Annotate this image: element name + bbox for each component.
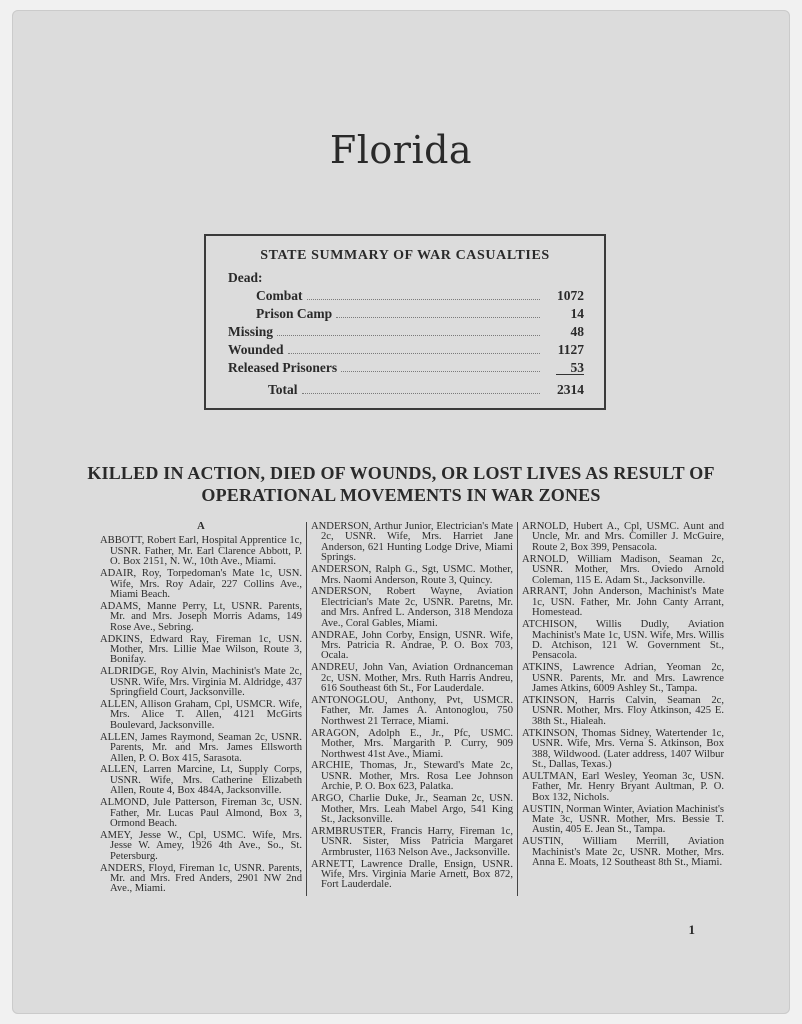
summary-value: 1127	[557, 342, 584, 357]
leader-dots	[307, 289, 541, 300]
casualty-entry: ARNETT, Lawrence Dralle, Ensign, USNR. Wife, Mrs. Virginia Marie Arnett, Box 872, Fort Lauderdale.	[311, 858, 513, 891]
casualty-entry: ADAMS, Manne Perry, Lt, USNR. Parents, Mr. and Mrs. Joseph Morris Adams, 149 Rose Ave., Sebring.	[100, 600, 302, 633]
summary-heading: STATE SUMMARY OF WAR CASUALTIES	[260, 248, 550, 263]
casualty-entry: ALLEN, James Raymond, Seaman 2c, USNR. Parents, Mr. and Mrs. James Ellsworth Allen, P. O. Box 415, Sarasota.	[100, 731, 302, 764]
summary-label: Missing	[228, 324, 274, 339]
casualty-entry: ATKINSON, Thomas Sidney, Watertender 1c, USNR. Wife, Mrs. Verna S. Atkinson, Box 388, Wildwood. (Later address, 1407 Wilbur St., Dallas, Texas.)	[522, 727, 724, 770]
casualty-entry: ANDREU, John Van, Aviation Ordnanceman 2c, USN. Mother, Mrs. Ruth Harris Andreu, 616 Southeast 6th St., For Lauderdale.	[311, 662, 513, 695]
casualty-entry: AULTMAN, Earl Wesley, Yeoman 3c, USN. Father, Mr. Henry Bryant Aultman, P. O. Box 132, Nichols.	[522, 770, 724, 803]
casualty-entry: ALDRIDGE, Roy Alvin, Machinist's Mate 2c, USNR. Wife, Mrs. Virginia M. Aldridge, 437 Springfield Court, Jacksonville.	[100, 666, 302, 699]
casualty-entry: ANDERSON, Robert Wayne, Aviation Electrician's Mate 2c, USNR. Paretns, Mr. and Mrs. Anfred L. Anderson, 318 Mendoza Ave., Coral Gables, Miami.	[311, 586, 513, 629]
summary-total-value: 2314	[557, 382, 584, 397]
summary-dead-label: Dead:	[228, 270, 263, 285]
leader-dots	[341, 361, 540, 372]
casualty-entry: ANTONOGLOU, Anthony, Pvt, USMCR. Father, Mr. James A. Antonoglou, 750 Northwest 21 Terrace, Miami.	[311, 695, 513, 727]
list-column-3	[517, 522, 724, 896]
section-heading: KILLED IN ACTION, DIED OF WOUNDS, OR LOST LIVES AS RESULT OF OPERATIONAL MOVEMENTS IN WAR ZONES	[87, 463, 715, 505]
casualty-entry: ADKINS, Edward Ray, Fireman 1c, USN. Mother, Mrs. Lillie Mae Wilson, Route 3, Bonifay.	[100, 633, 302, 666]
casualty-entry: ATCHISON, Willis Dudly, Aviation Machinist's Mate 1c, USN. Wife, Mrs. Willis D. Atchison, 121 W. Government St., Pensacola.	[522, 619, 724, 662]
summary-label: Wounded	[228, 342, 284, 357]
leader-dots	[277, 325, 540, 336]
summary-label: Released Prisoners	[228, 360, 338, 375]
summary-row-combat	[206, 288, 604, 306]
casualty-entry: ARNOLD, Hubert A., Cpl, USMC. Aunt and Uncle, Mr. and Mrs. Comiller J. McGuire, Route 2, Box 399, Pensacola.	[522, 521, 724, 553]
casualty-summary-box	[204, 234, 606, 410]
casualty-entry: AUSTIN, William Merrill, Aviation Machinist's Mate 2c, USNR. Mother, Mrs. Anna E. Moats, 12 Southeast 8th St., Miami.	[522, 836, 724, 869]
casualty-entry: ARAGON, Adolph E., Jr., Pfc, USMC. Mother, Mrs. Margarith P. Curry, 909 Northwest 41st Ave., Miami.	[311, 727, 513, 760]
casualty-entry: ARCHIE, Thomas, Jr., Steward's Mate 2c, USNR. Mother, Mrs. Rosa Lee Johnson Archie, P. O. Box 623, Palatka.	[311, 760, 513, 793]
casualty-entry: ATKINS, Lawrence Adrian, Yeoman 2c, USNR. Parents, Mr. and Mrs. Lawrence James Atkins, 6009 Ashley St., Tampa.	[522, 662, 724, 695]
casualty-entry: ALLEN, Larren Marcine, Lt, Supply Corps, USNR. Wife, Mrs. Catherine Elizabeth Allen, Route 4, Box 484A, Jacksonville.	[100, 764, 302, 797]
state-title: Florida	[329, 128, 473, 172]
casualty-entry: ARNOLD, William Madison, Seaman 2c, USNR. Mother, Mrs. Oviedo Arnold Coleman, 115 E. Adam St., Jacksonville.	[522, 553, 724, 586]
page-number: 1	[688, 922, 695, 937]
summary-label: Prison Camp	[256, 306, 333, 321]
summary-value: 53	[570, 360, 584, 375]
casualty-entry: AUSTIN, Norman Winter, Aviation Machinist's Mate 3c, USNR. Mother, Mrs. Bessie T. Austin, 405 E. Jean St., Tampa.	[522, 803, 724, 836]
casualty-entry: ANDERS, Floyd, Fireman 1c, USNR. Parents, Mr. and Mrs. Fred Anders, 2901 NW 2nd Ave., Miami.	[100, 862, 302, 895]
summary-row-released-prisoners	[206, 360, 604, 378]
summary-dead-label-row	[206, 270, 604, 288]
leader-dots	[336, 307, 540, 318]
casualty-entry: ANDERSON, Ralph G., Sgt, USMC. Mother, Mrs. Naomi Anderson, Route 3, Quincy.	[311, 564, 513, 586]
casualty-entry: ALMOND, Jule Patterson, Fireman 3c, USN. Father, Mr. Lucas Paul Almond, Box 3, Ormond Beach.	[100, 797, 302, 829]
casualty-entry: ARMBRUSTER, Francis Harry, Fireman 1c, USNR. Sister, Miss Patricia Margaret Armbruster, 1163 Nelson Ave., Jacksonville.	[311, 825, 513, 858]
casualty-entry: ATKINSON, Harris Calvin, Seaman 2c, USNR. Mother, Mrs. Floy Atkinson, 425 E. 38th St., Hialeah.	[522, 695, 724, 727]
summary-total-label: Total	[268, 382, 298, 397]
document-page	[12, 10, 790, 1014]
casualty-entry: AMEY, Jesse W., Cpl, USMC. Wife, Mrs. Jesse W. Amey, 1926 4th Ave., So., St. Petersburg.	[100, 829, 302, 862]
summary-value: 14	[570, 306, 584, 321]
casualty-entry: ARRANT, John Anderson, Machinist's Mate 1c, USN. Father, Mr. John Canty Arrant, Homestead.	[522, 586, 724, 619]
leader-dots	[288, 343, 540, 354]
casualty-list	[100, 522, 724, 896]
casualty-entry: ARGO, Charlie Duke, Jr., Seaman 2c, USN. Mother, Mrs. Leah Mabel Argo, 541 King St., Jacksonville.	[311, 793, 513, 825]
leader-dots	[302, 383, 540, 394]
casualty-entry: ABBOTT, Robert Earl, Hospital Apprentice 1c, USNR. Father, Mr. Earl Clarence Abbott, P. O. Box 2151, N. W., 10th Ave., Miami.	[100, 535, 302, 568]
total-rule	[556, 374, 584, 375]
list-column-1	[100, 522, 302, 896]
list-column-2	[306, 522, 513, 896]
summary-row-prison-camp	[206, 306, 604, 324]
summary-row-total	[206, 382, 604, 400]
summary-row-missing	[206, 324, 604, 342]
casualty-entry: ANDRAE, John Corby, Ensign, USNR. Wife, Mrs. Patricia R. Andrae, P. O. Box 703, Ocala.	[311, 629, 513, 662]
summary-value: 1072	[557, 288, 584, 303]
casualty-entry: ANDERSON, Arthur Junior, Electrician's Mate 2c, USNR. Wife, Mrs. Harriet Jane Anderson, 621 Hunting Lodge Drive, Miami Springs.	[311, 521, 513, 564]
summary-row-wounded	[206, 342, 604, 360]
alpha-section-letter: A	[197, 521, 205, 532]
casualty-entry: ALLEN, Allison Graham, Cpl, USMCR. Wife, Mrs. Alice T. Allen, 4121 McGirts Boulevard, Jacksonville.	[100, 699, 302, 731]
summary-label: Combat	[256, 288, 303, 303]
casualty-entry: ADAIR, Roy, Torpedoman's Mate 1c, USN. Wife, Mrs. Roy Adair, 227 Collins Ave., Miami Beach.	[100, 568, 302, 600]
summary-value: 48	[570, 324, 584, 339]
